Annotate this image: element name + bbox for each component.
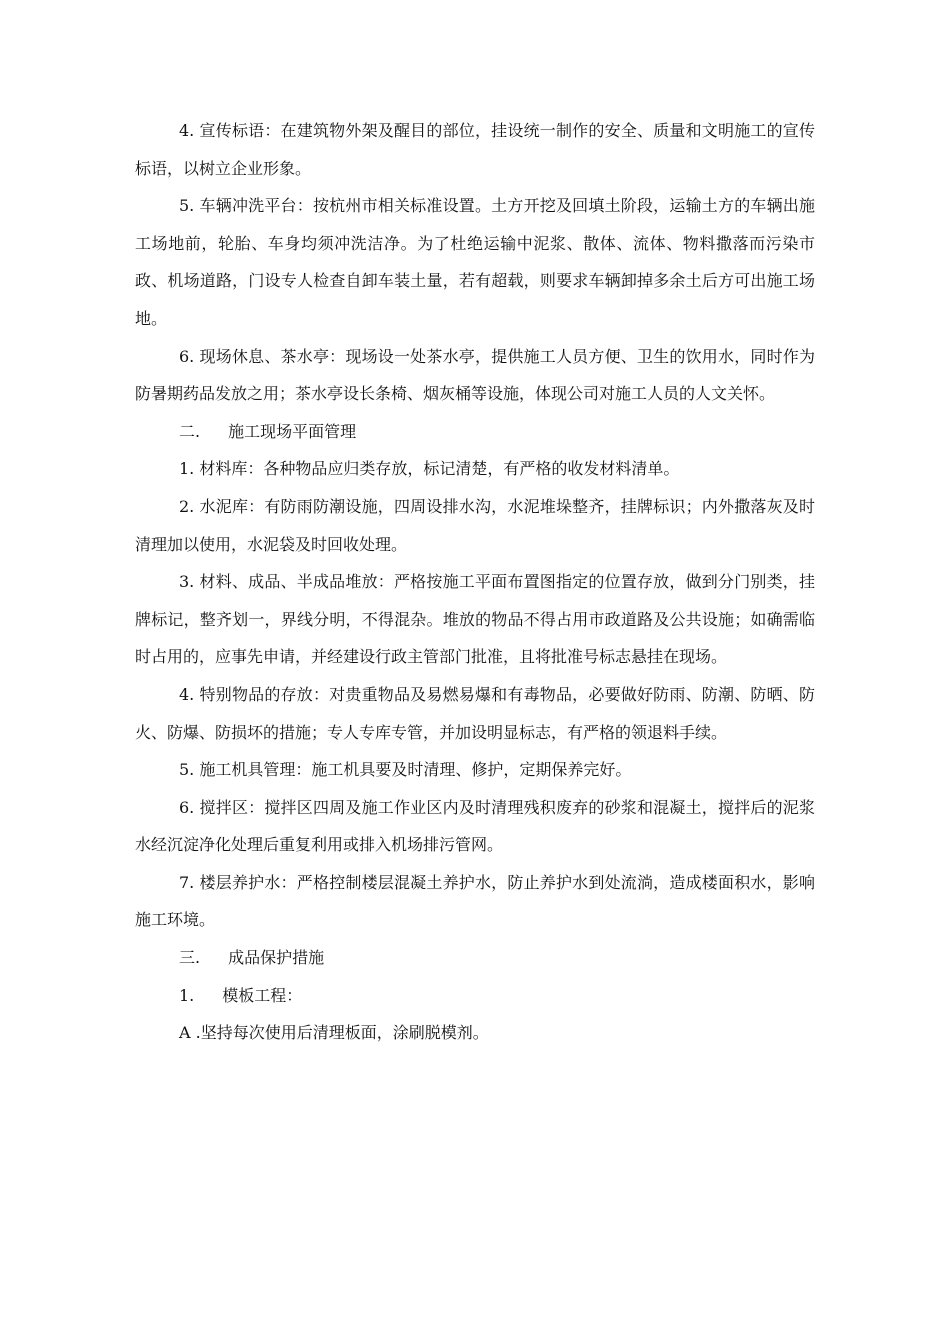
subsection-heading-formwork bbox=[135, 977, 815, 1015]
section-number: 二. bbox=[179, 421, 201, 441]
paragraph-item-2-cement-store: 2. 水泥库：有防雨防潮设施，四周设排水沟，水泥堆垛整齐，挂牌标识；内外撒落灰及时清理加以使用，水泥袋及时回收处理。 bbox=[135, 496, 815, 554]
paragraph-item-4-slogans: 4. 宣传标语：在建筑物外架及醒目的部位，挂设统一制作的安全、质量和文明施工的宣传标语，以树立企业形象。 bbox=[135, 121, 815, 178]
section-heading-site-layout bbox=[135, 413, 815, 451]
paragraph-item-1-material-store: 1. 材料库：各种物品应归类存放，标记清楚，有严格的收发材料清单。 bbox=[179, 459, 680, 479]
paragraph-item-6-mixing-area: 6. 搅拌区：搅拌区四周及施工作业区内及时清理残积废弃的砂浆和混凝土，搅拌后的泥浆水经沉淀净化处理后重复利用或排入机场排污管网。 bbox=[135, 797, 815, 855]
section-title: 成品保护措施 bbox=[228, 948, 325, 968]
subsection-number: 1. bbox=[179, 985, 195, 1005]
paragraph-item-a-cleaning: A .坚持每次使用后清理板面，涂刷脱模剂。 bbox=[179, 1023, 489, 1043]
paragraph-item-6-tea-pavilion: 6. 现场休息、茶水亭：现场设一处茶水亭，提供施工人员方便、卫生的饮用水，同时作为防暑期药品发放之用；茶水亭设长条椅、烟灰桶等设施，体现公司对施工人员的人文关怀。 bbox=[135, 346, 815, 404]
document-page bbox=[135, 112, 815, 1052]
paragraph-item-5-machinery: 5. 施工机具管理：施工机具要及时清理、修护，定期保养完好。 bbox=[179, 760, 632, 780]
subsection-title: 模板工程： bbox=[222, 985, 303, 1005]
section-number: 三. bbox=[179, 948, 201, 968]
section-title: 施工现场平面管理 bbox=[228, 421, 357, 441]
paragraph-item-7-curing-water: 7. 楼层养护水：严格控制楼层混凝土养护水，防止养护水到处流淌，造成楼面积水，影响施工环境。 bbox=[135, 872, 815, 930]
paragraph-item-3-stacking: 3. 材料、成品、半成品堆放：严格按施工平面布置图指定的位置存放，做到分门别类，挂牌标记，整齐划一，界线分明，不得混杂。堆放的物品不得占用市政道路及公共设施；如确需临时占用的，应事先申请，并经建设行政主管部门批准，且将批准号标志悬挂在现场。 bbox=[135, 572, 815, 667]
section-heading-product-protection bbox=[135, 939, 815, 977]
paragraph-item-5-vehicle-wash: 5. 车辆冲洗平台：按杭州市相关标准设置。土方开挖及回填土阶段，运输土方的车辆出施工场地前，轮胎、车身均须冲洗洁净。为了杜绝运输中泥浆、散体、流体、物料撒落而污染市政、机场道路，门设专人检查自卸车装土量，若有超载，则要求车辆卸掉多余土后方可出施工场地。 bbox=[135, 196, 815, 328]
paragraph-item-4-special-goods: 4. 特别物品的存放：对贵重物品及易燃易爆和有毒物品，必要做好防雨、防潮、防晒、防火、防爆、防损坏的措施；专人专库专管，并加设明显标志，有严格的领退料手续。 bbox=[135, 684, 815, 742]
